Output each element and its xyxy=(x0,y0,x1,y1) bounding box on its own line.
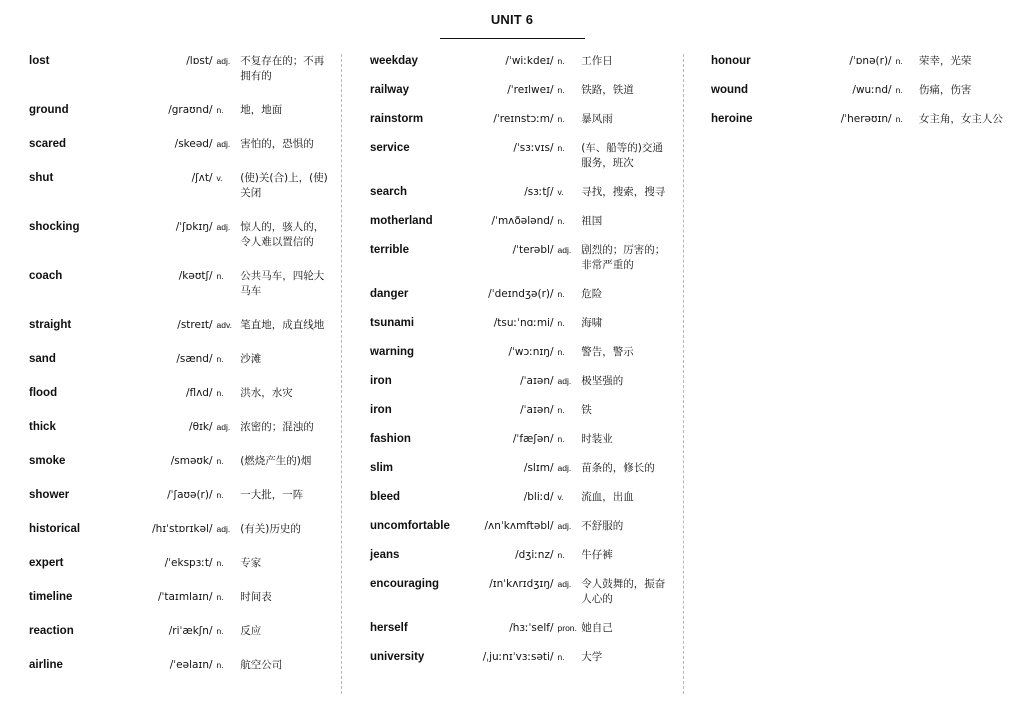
vocab-meaning: 荣幸，光荣 xyxy=(918,55,972,67)
vocab-part-of-speech: n. xyxy=(216,660,224,670)
vocab-part-of-speech: adj. xyxy=(557,579,572,589)
vocab-phonetic: /riˈækʃn/ xyxy=(168,625,213,637)
vocab-word: flood xyxy=(29,387,58,399)
vocab-word: historical xyxy=(29,523,81,535)
vocab-phonetic: /ˈaɪən/ xyxy=(520,404,554,416)
vocab-entry xyxy=(29,624,329,639)
vocab-word: wound xyxy=(711,84,749,96)
vocab-part-of-speech: n. xyxy=(895,85,903,95)
vocab-word: herself xyxy=(370,622,408,634)
vocab-part-of-speech: v. xyxy=(557,187,564,197)
vocab-part-of-speech: adj. xyxy=(557,376,572,386)
vocab-word: rainstorm xyxy=(370,113,424,125)
vocab-entry xyxy=(711,83,1016,98)
vocab-word: iron xyxy=(370,375,392,387)
vocab-meaning: 时装业 xyxy=(581,433,613,445)
vocab-entry xyxy=(29,103,329,118)
vocab-word: thick xyxy=(29,421,56,433)
vocab-word: shower xyxy=(29,489,70,501)
vocab-part-of-speech: n. xyxy=(216,558,224,568)
vocab-part-of-speech: adj. xyxy=(557,521,572,531)
vocab-phonetic: /slɪm/ xyxy=(523,462,554,474)
vocab-word: lost xyxy=(29,55,50,67)
vocab-entry xyxy=(370,214,670,229)
vocab-phonetic: /wuːnd/ xyxy=(852,84,892,96)
vocab-part-of-speech: n. xyxy=(557,434,565,444)
vocab-word: expert xyxy=(29,557,64,569)
page-title: UNIT 6 xyxy=(490,12,534,27)
vocab-meaning: 暴风雨 xyxy=(581,113,613,125)
vocab-entry xyxy=(370,490,670,505)
vocab-part-of-speech: n. xyxy=(557,216,565,226)
vocab-entry xyxy=(29,318,329,333)
vocab-phonetic: /ʌnˈkʌmftəbl/ xyxy=(484,520,554,532)
vocab-entry xyxy=(370,54,670,69)
vocab-word: service xyxy=(370,142,410,154)
vocab-part-of-speech: n. xyxy=(557,114,565,124)
vocab-phonetic: /tsuːˈnɑːmi/ xyxy=(493,317,554,329)
vocab-part-of-speech: n. xyxy=(216,490,224,500)
vocab-phonetic: /hɜːˈself/ xyxy=(509,622,554,634)
vocab-meaning: 地，地面 xyxy=(240,104,283,116)
vocab-entry xyxy=(370,185,670,200)
vocab-meaning: 危险 xyxy=(581,288,603,300)
vocab-meaning: 害怕的，恐惧的 xyxy=(240,138,314,150)
vocab-meaning: 流血，出血 xyxy=(581,491,634,503)
vocab-meaning: 不复存在的；不再拥有的 xyxy=(240,55,325,82)
vocab-part-of-speech: n. xyxy=(557,143,565,153)
vocab-entry xyxy=(370,316,670,331)
vocab-part-of-speech: adj. xyxy=(216,422,231,432)
vocab-meaning: (燃烧产生的)烟 xyxy=(240,455,312,467)
title-underline xyxy=(440,38,585,39)
vocab-word: straight xyxy=(29,319,72,331)
vocab-word: scared xyxy=(29,138,67,150)
vocab-phonetic: /ɪnˈkʌrɪdʒɪŋ/ xyxy=(489,578,554,590)
vocab-entry xyxy=(370,345,670,360)
vocab-phonetic: /ˈsɜːvɪs/ xyxy=(513,142,554,154)
vocab-entry xyxy=(370,243,670,273)
vocab-word: railway xyxy=(370,84,409,96)
vocab-word: danger xyxy=(370,288,409,300)
vocab-part-of-speech: adj. xyxy=(216,56,231,66)
vocab-phonetic: /sməʊk/ xyxy=(170,455,213,467)
vocab-phonetic: /bliːd/ xyxy=(523,491,554,503)
column-divider xyxy=(341,54,342,694)
vocab-part-of-speech: v. xyxy=(216,173,223,183)
vocab-word: timeline xyxy=(29,591,73,603)
vocab-entry xyxy=(29,420,329,435)
vocab-meaning: (有关)历史的 xyxy=(240,523,301,535)
vocab-entry xyxy=(370,432,670,447)
vocab-part-of-speech: n. xyxy=(216,626,224,636)
vocab-phonetic: /hɪˈstɒrɪkəl/ xyxy=(152,523,213,535)
vocab-word: jeans xyxy=(370,549,400,561)
vocab-part-of-speech: n. xyxy=(557,289,565,299)
vocab-word: search xyxy=(370,186,408,198)
vocab-meaning: 铁 xyxy=(581,404,592,416)
vocab-word: slim xyxy=(370,462,394,474)
vocab-phonetic: /ʃʌt/ xyxy=(191,172,213,184)
vocab-part-of-speech: n. xyxy=(557,405,565,415)
vocab-part-of-speech: n. xyxy=(557,347,565,357)
vocab-phonetic: /ˈmʌðələnd/ xyxy=(491,215,554,227)
vocab-meaning: 反应 xyxy=(240,625,262,637)
vocab-meaning: 航空公司 xyxy=(240,659,283,671)
vocab-entry xyxy=(29,590,329,605)
vocab-phonetic: /ˈeəlaɪn/ xyxy=(169,659,213,671)
vocab-meaning: 大学 xyxy=(581,651,603,663)
vocab-column-3 xyxy=(711,54,1016,694)
vocab-column-2 xyxy=(370,54,670,694)
vocab-word: university xyxy=(370,651,425,663)
vocab-meaning: 她自己 xyxy=(581,622,613,634)
vocab-entry xyxy=(370,287,670,302)
vocab-phonetic: /ˈherəʊɪn/ xyxy=(840,113,892,125)
vocab-part-of-speech: n. xyxy=(557,318,565,328)
vocab-word: bleed xyxy=(370,491,401,503)
vocab-meaning: 惊人的，骇人的，令人难以置信的 xyxy=(240,221,325,248)
vocab-word: motherland xyxy=(370,215,433,227)
vocab-part-of-speech: n. xyxy=(895,114,903,124)
vocab-part-of-speech: n. xyxy=(216,456,224,466)
vocab-meaning: 洪水，水灾 xyxy=(240,387,293,399)
vocab-entry xyxy=(370,403,670,418)
vocab-meaning: (使)关(合)上，(使)关闭 xyxy=(240,172,328,199)
vocab-entry xyxy=(29,54,329,84)
vocab-meaning: 女主角，女主人公 xyxy=(918,113,1003,125)
vocab-entry xyxy=(29,137,329,152)
vocab-part-of-speech: v. xyxy=(557,492,564,502)
vocab-meaning: 浓密的；混浊的 xyxy=(240,421,314,433)
vocab-part-of-speech: n. xyxy=(216,388,224,398)
vocab-phonetic: /graʊnd/ xyxy=(168,104,213,116)
vocab-word: coach xyxy=(29,270,63,282)
vocab-word: iron xyxy=(370,404,392,416)
vocab-word: heroine xyxy=(711,113,753,125)
vocab-meaning: 沙滩 xyxy=(240,353,262,365)
vocab-meaning: 警告，警示 xyxy=(581,346,634,358)
vocab-entry xyxy=(29,220,329,250)
vocab-meaning: 专家 xyxy=(240,557,262,569)
vocab-part-of-speech: adj. xyxy=(216,524,231,534)
vocab-phonetic: /ˈreɪlweɪ/ xyxy=(507,84,554,96)
vocab-entry xyxy=(29,488,329,503)
vocab-part-of-speech: adj. xyxy=(557,463,572,473)
vocab-part-of-speech: n. xyxy=(557,56,565,66)
vocab-entry xyxy=(29,171,329,201)
vocab-phonetic: /ˈdeɪndʒə(r)/ xyxy=(488,288,554,300)
vocab-phonetic: /skeəd/ xyxy=(174,138,213,150)
vocab-word: tsunami xyxy=(370,317,415,329)
vocab-word: uncomfortable xyxy=(370,520,450,532)
vocab-part-of-speech: n. xyxy=(216,354,224,364)
vocab-entry xyxy=(370,577,670,607)
vocab-phonetic: /sɜːtʃ/ xyxy=(524,186,554,198)
vocab-entry xyxy=(370,374,670,389)
vocab-phonetic: /ˈekspɜːt/ xyxy=(164,557,213,569)
vocab-meaning: 令人鼓舞的，振奋人心的 xyxy=(581,578,666,605)
vocab-word: weekday xyxy=(370,55,418,67)
vocab-meaning: 祖国 xyxy=(581,215,603,227)
vocab-meaning: 极坚强的 xyxy=(581,375,624,387)
vocab-phonetic: /θɪk/ xyxy=(189,421,213,433)
vocab-word: encouraging xyxy=(370,578,440,590)
vocab-entry xyxy=(370,548,670,563)
vocab-part-of-speech: adj. xyxy=(216,222,231,232)
vocab-entry xyxy=(370,461,670,476)
vocab-entry xyxy=(29,352,329,367)
vocab-phonetic: /ˌjuːnɪˈvɜːsəti/ xyxy=(482,651,554,663)
vocab-word: terrible xyxy=(370,244,409,256)
vocab-word: shut xyxy=(29,172,54,184)
vocab-phonetic: /kəʊtʃ/ xyxy=(178,270,213,282)
vocab-phonetic: /ˈʃaʊə(r)/ xyxy=(167,489,213,501)
vocab-phonetic: /ˈɒnə(r)/ xyxy=(849,55,892,67)
vocab-phonetic: /ˈwɔːnɪŋ/ xyxy=(508,346,554,358)
vocab-part-of-speech: n. xyxy=(216,271,224,281)
vocab-meaning: 不舒服的 xyxy=(581,520,624,532)
vocab-entry xyxy=(370,141,670,171)
vocab-phonetic: /ˈfæʃən/ xyxy=(512,433,554,445)
vocab-entry xyxy=(370,112,670,127)
vocab-entry xyxy=(29,522,329,537)
vocab-part-of-speech: n. xyxy=(557,550,565,560)
vocab-phonetic: /ˈterəbl/ xyxy=(512,244,554,256)
column-divider xyxy=(683,54,684,694)
vocab-word: warning xyxy=(370,346,415,358)
vocab-phonetic: /lɒst/ xyxy=(186,55,213,67)
vocab-phonetic: /ˈaɪən/ xyxy=(520,375,554,387)
vocab-entry xyxy=(29,386,329,401)
vocab-phonetic: /ˈwiːkdeɪ/ xyxy=(505,55,554,67)
vocab-entry xyxy=(29,454,329,469)
vocab-entry xyxy=(29,556,329,571)
vocab-phonetic: /dʒiːnz/ xyxy=(515,549,554,561)
vocab-phonetic: /ˈʃɒkɪŋ/ xyxy=(175,221,213,233)
vocab-word: smoke xyxy=(29,455,66,467)
vocab-column-1 xyxy=(29,54,329,694)
vocab-word: airline xyxy=(29,659,63,671)
vocab-word: shocking xyxy=(29,221,80,233)
vocab-part-of-speech: n. xyxy=(557,652,565,662)
vocab-meaning: (车、船等的)交通服务，班次 xyxy=(581,142,663,169)
vocab-word: honour xyxy=(711,55,751,67)
vocab-part-of-speech: n. xyxy=(557,85,565,95)
vocab-part-of-speech: n. xyxy=(216,105,224,115)
vocab-meaning: 铁路，铁道 xyxy=(581,84,634,96)
vocab-entry xyxy=(370,519,670,534)
vocab-phonetic: /ˈreɪnstɔːm/ xyxy=(493,113,554,125)
vocab-phonetic: /ˈtaɪmlaɪn/ xyxy=(157,591,213,603)
vocab-meaning: 苗条的，修长的 xyxy=(581,462,655,474)
vocab-part-of-speech: adv. xyxy=(216,320,232,330)
vocab-entry xyxy=(370,621,670,636)
vocab-meaning: 笔直地，成直线地 xyxy=(240,319,325,331)
vocab-part-of-speech: n. xyxy=(216,592,224,602)
vocab-part-of-speech: adj. xyxy=(557,245,572,255)
vocab-meaning: 公共马车，四轮大马车 xyxy=(240,270,325,297)
vocab-phonetic: /flʌd/ xyxy=(185,387,213,399)
vocab-entry xyxy=(29,658,329,673)
vocab-meaning: 伤痛，伤害 xyxy=(918,84,972,96)
vocab-part-of-speech: pron. xyxy=(557,623,577,633)
vocab-meaning: 牛仔裤 xyxy=(581,549,613,561)
vocab-phonetic: /sænd/ xyxy=(176,353,213,365)
vocab-word: fashion xyxy=(370,433,411,445)
vocab-meaning: 工作日 xyxy=(581,55,613,67)
vocab-part-of-speech: adj. xyxy=(216,139,231,149)
vocab-word: sand xyxy=(29,353,56,365)
vocab-meaning: 剧烈的；厉害的；非常严重的 xyxy=(581,244,666,271)
vocab-entry xyxy=(711,112,1016,127)
vocab-meaning: 海啸 xyxy=(581,317,603,329)
vocab-entry xyxy=(370,83,670,98)
vocab-entry xyxy=(711,54,1016,69)
vocab-meaning: 一大批，一阵 xyxy=(240,489,304,501)
vocab-entry xyxy=(29,269,329,299)
vocab-meaning: 时间表 xyxy=(240,591,272,603)
vocab-entry xyxy=(370,650,670,665)
vocab-word: reaction xyxy=(29,625,74,637)
vocab-part-of-speech: n. xyxy=(895,56,903,66)
vocab-meaning: 寻找，搜索，搜寻 xyxy=(581,186,666,198)
vocab-word: ground xyxy=(29,104,69,116)
vocab-phonetic: /streɪt/ xyxy=(177,319,213,331)
